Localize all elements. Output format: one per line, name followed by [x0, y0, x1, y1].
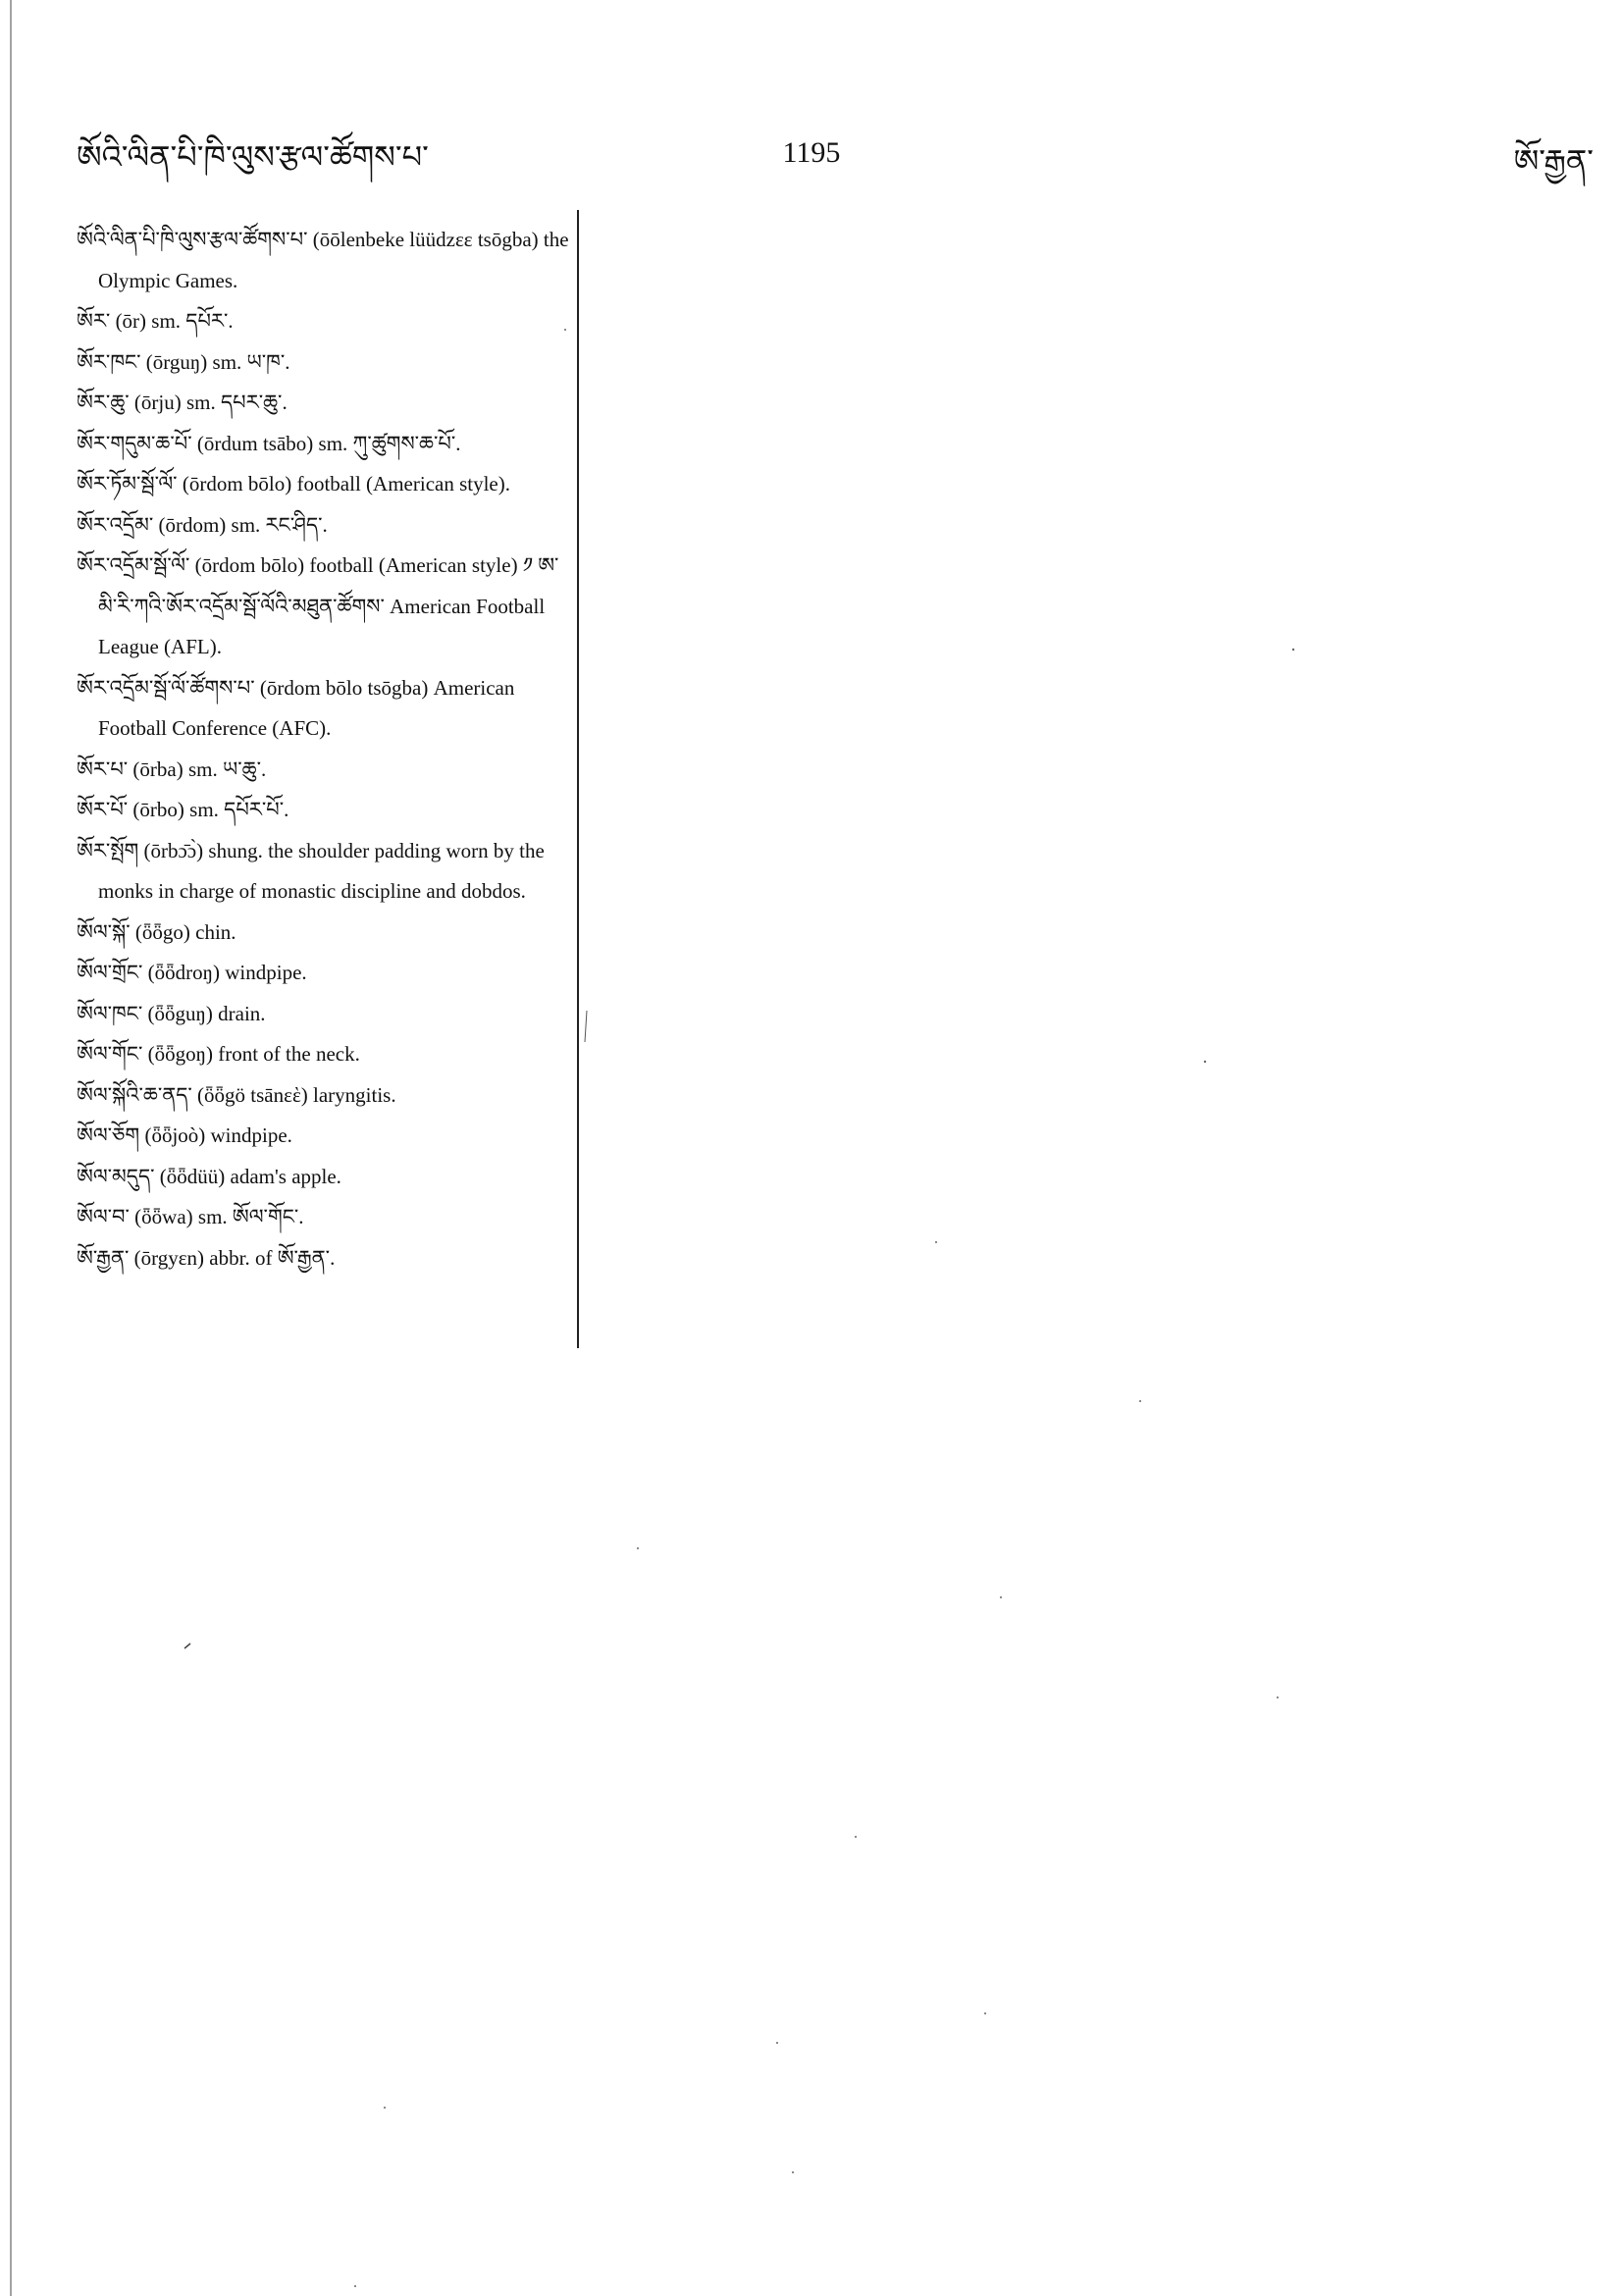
dictionary-entry: ཨོའི་ལིན་པི་ཁི་ལུས་རྩལ་ཚོགས་པ་ (ōōlenbeke lüüdzεε tsōgba) the Olympic Games. [77, 228, 569, 292]
dictionary-entry: ཨོར་ཁང་ (ōrguŋ) sm. ཡ་ཁ་. [77, 349, 290, 374]
running-head-right: ཨོ་རྒྱན་ [1513, 142, 1594, 180]
dictionary-entry: ཨོལ་ཅོག (ȫȫjoò) windpipe. [77, 1123, 292, 1147]
dictionary-entry: ཨོར་པ་ (ōrba) sm. ཡ་ཆུ་. [77, 757, 267, 781]
running-head-left: ཨོའི་ལིན་པི་ཁི་ལུས་རྩལ་ཚོགས་པ་ [77, 138, 429, 176]
dictionary-entry: ཨོལ་གྲོང་ (ȫȫdroŋ) windpipe. [77, 961, 307, 984]
dictionary-entry: ཨོལ་གོང་ (ȫȫgoŋ) front of the neck. [77, 1042, 360, 1066]
dictionary-entry: ཨོལ་ཁང་ (ȫȫguŋ) drain. [77, 1001, 266, 1025]
page-number: 1195 [782, 136, 841, 169]
dictionary-entry: ཨོར་ (ōr) sm. དཔོར་. [77, 309, 234, 333]
dictionary-entry: ཨོར་ཆུ་ (ōrju) sm. དཔར་ཆུ་. [77, 391, 288, 414]
dictionary-entry: ཨོར་འདྲོམ་སྦོ་ལོ་ (ōrdom bōlo) football (American style) ༡ ཨ་མི་རི་ཀའི་ཨོར་འདྲོམ་སྦོ་ལོའི་མཐུན་ཚོགས་ American Football League (AFL). [77, 553, 559, 658]
entries-column [77, 220, 573, 1278]
scan-margin-line [10, 0, 12, 2296]
dictionary-entry: ཨོལ་སྐོ་ (ȫȫgo) chin. [77, 919, 236, 944]
dictionary-entry: ཨོར་འདྲོམ་སྦོ་ལོ་ཚོགས་པ་ (ōrdom bōlo tsōgba) American Football Conference (AFC). [77, 675, 515, 740]
dictionary-entry: ཨོར་གདུམ་ཆ་པོ་ (ōrdum tsābo) sm. ཀུ་ཚུགས་ཆ་པོ་. [77, 431, 461, 455]
dictionary-entry: ཨོར་སྤོག (ōrbɔ̄ɔ̀) shung. the shoulder padding worn by the monks in charge of monastic discipline and dobdos. [77, 838, 545, 903]
page-header [0, 133, 1623, 192]
dictionary-entry: ཨོར་འདྲོམ་ (ōrdom) sm. རང་ཤིད་. [77, 512, 328, 537]
dictionary-entry: ཨོར་ཏོམ་སྦོ་ལོ་ (ōrdom bōlo) football (American style). [77, 472, 510, 496]
column-divider [577, 210, 579, 1348]
dictionary-entry: ཨོར་པོ་ (ōrbo) sm. དཔོར་པོ་. [77, 798, 289, 821]
dictionary-entry: ཨོལ་མདུད་ (ȫȫdüü) adam's apple. [77, 1164, 341, 1188]
dictionary-entry: ཨོལ་བ་ (ȫȫwa) sm. ཨོལ་གོང་. [77, 1205, 304, 1228]
dictionary-entry: ཨོལ་སྐོའི་ཆ་ནད་ (ȫȫgö tsānεὲ) laryngitis. [77, 1082, 396, 1107]
dictionary-entry: ཨོ་རྒྱན་ (ōrgyεn) abbr. of ཨོ་རྒྱན་. [77, 1245, 336, 1270]
